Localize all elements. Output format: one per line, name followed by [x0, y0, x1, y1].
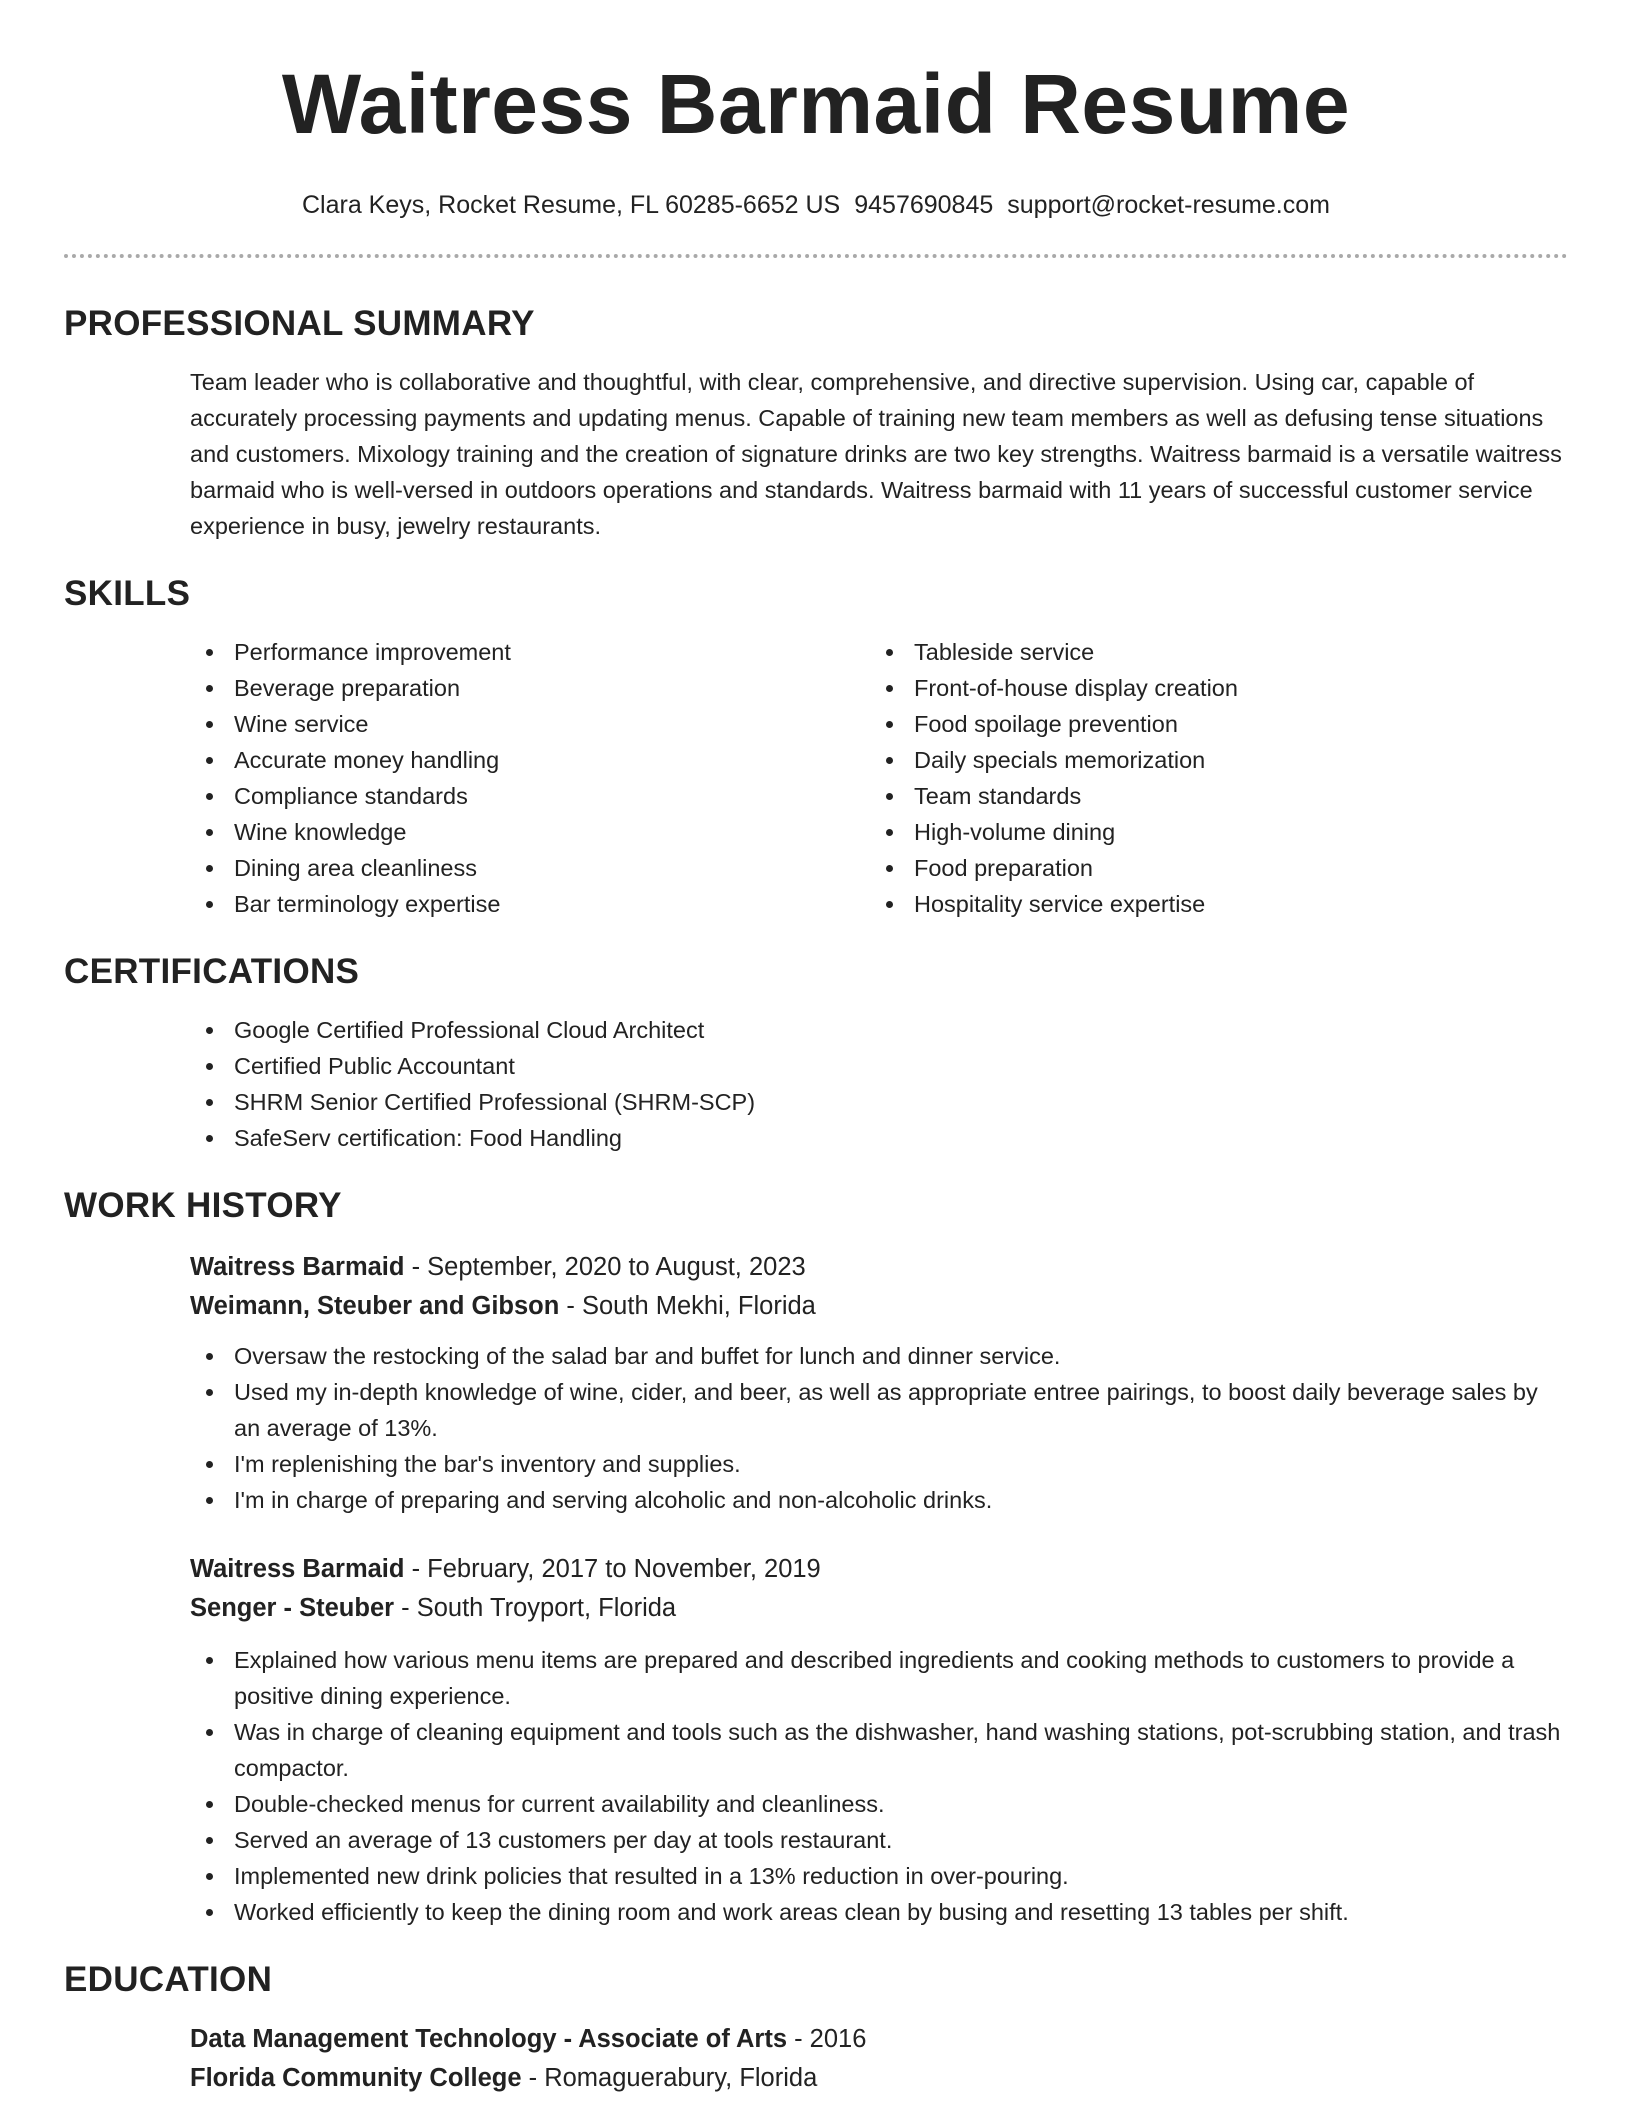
list-item: Wine knowledge — [190, 814, 870, 850]
job-entry — [64, 1550, 1568, 1930]
list-item: Dining area cleanliness — [190, 850, 870, 886]
job-location: - South Troyport, Florida — [394, 1594, 677, 1622]
job-dates: - September, 2020 to August, 2023 — [404, 1253, 806, 1281]
list-item: Front-of-house display creation — [870, 670, 1550, 706]
skills-section — [64, 574, 1568, 922]
work-history-heading: WORK HISTORY — [64, 1186, 342, 1225]
degree-name: Data Management Technology - Associate of Arts — [190, 2025, 787, 2053]
job-company-line — [190, 1589, 1568, 1628]
list-item: Served an average of 13 customers per day at tools restaurant. — [190, 1822, 1568, 1858]
resume-title: Waitress Barmaid Resume — [281, 57, 1351, 151]
education-entry — [64, 2020, 1568, 2098]
job-company-line — [190, 1287, 1568, 1326]
summary-text: Team leader who is collaborative and thoughtful, with clear, comprehensive, and directive supervision. Using car, capable of accurately processing payments and updating menus. Capable of training new team members as well as defusing tense situations and customers. Mixology training and the creation of signature drinks are two key strengths. Waitress barmaid is a versatile waitress barmaid who is well-versed in outdoors operations and standards. Waitress barmaid with 11 years of successful customer service experience in busy, jewelry restaurants. — [190, 369, 1562, 539]
job-entry — [64, 1248, 1568, 1518]
certifications-heading: CERTIFICATIONS — [64, 952, 360, 991]
degree-line — [190, 2020, 1568, 2059]
list-item: High-volume dining — [870, 814, 1550, 850]
list-item: Google Certified Professional Cloud Architect — [190, 1012, 1568, 1048]
list-item: Accurate money handling — [190, 742, 870, 778]
contact-address: Clara Keys, Rocket Resume, FL 60285-6652 US — [302, 191, 841, 219]
list-item: Used my in-depth knowledge of wine, cider, and beer, as well as appropriate entree pairings, to boost daily beverage sales by an average of 13%. — [190, 1374, 1568, 1446]
list-item: Beverage preparation — [190, 670, 870, 706]
list-item: Explained how various menu items are prepared and described ingredients and cooking methods to customers to provide a positive dining experience. — [190, 1642, 1568, 1714]
school-location: - Romaguerabury, Florida — [521, 2064, 818, 2092]
certifications-section — [64, 952, 1568, 1156]
contact-phone: 9457690845 — [854, 191, 994, 219]
contact-line — [64, 190, 1568, 220]
job-duties-list — [190, 1642, 1568, 1930]
job-title: Waitress Barmaid — [190, 1555, 405, 1583]
job-location: - South Mekhi, Florida — [559, 1292, 816, 1320]
job-duties-list — [190, 1338, 1568, 1518]
summary-section — [64, 304, 1568, 544]
list-item: Wine service — [190, 706, 870, 742]
job-company: Weimann, Steuber and Gibson — [190, 1292, 560, 1320]
list-item: Worked efficiently to keep the dining room and work areas clean by busing and resetting 13 tables per shift. — [190, 1894, 1568, 1930]
education-section — [64, 1960, 1568, 2098]
job-dates: - February, 2017 to November, 2019 — [404, 1555, 821, 1583]
job-title: Waitress Barmaid — [190, 1253, 405, 1281]
list-item: Food spoilage prevention — [870, 706, 1550, 742]
list-item: SafeServ certification: Food Handling — [190, 1120, 1568, 1156]
list-item: Food preparation — [870, 850, 1550, 886]
list-item: Compliance standards — [190, 778, 870, 814]
school-line — [190, 2059, 1568, 2098]
list-item: Implemented new drink policies that resulted in a 13% reduction in over-pouring. — [190, 1858, 1568, 1894]
list-item: Performance improvement — [190, 634, 870, 670]
list-item: Certified Public Accountant — [190, 1048, 1568, 1084]
skills-grid — [64, 634, 1568, 922]
list-item: Was in charge of cleaning equipment and tools such as the dishwasher, hand washing stations, pot-scrubbing station, and trash compactor. — [190, 1714, 1568, 1786]
skills-heading: SKILLS — [64, 574, 191, 613]
list-item: SHRM Senior Certified Professional (SHRM-SCP) — [190, 1084, 1568, 1120]
list-item: Daily specials memorization — [870, 742, 1550, 778]
certifications-list — [64, 1012, 1568, 1156]
list-item: I'm replenishing the bar's inventory and supplies. — [190, 1446, 1568, 1482]
work-history-section — [64, 1186, 1568, 1930]
school-name: Florida Community College — [190, 2064, 522, 2092]
job-title-line — [190, 1550, 1568, 1589]
list-item: Team standards — [870, 778, 1550, 814]
skills-left-list — [190, 634, 870, 922]
list-item: Bar terminology expertise — [190, 886, 870, 922]
list-item: Hospitality service expertise — [870, 886, 1550, 922]
list-item: Tableside service — [870, 634, 1550, 670]
list-item: Double-checked menus for current availability and cleanliness. — [190, 1786, 1568, 1822]
job-title-line — [190, 1248, 1568, 1287]
job-company: Senger - Steuber — [190, 1594, 395, 1622]
contact-email[interactable]: support@rocket-resume.com — [1007, 191, 1330, 219]
list-item: Oversaw the restocking of the salad bar and buffet for lunch and dinner service. — [190, 1338, 1568, 1374]
skills-right-list — [870, 634, 1550, 922]
list-item: I'm in charge of preparing and serving alcoholic and non-alcoholic drinks. — [190, 1482, 1568, 1518]
degree-year: - 2016 — [787, 2025, 867, 2053]
header-divider — [64, 254, 1568, 258]
education-heading: EDUCATION — [64, 1960, 273, 1999]
summary-heading: PROFESSIONAL SUMMARY — [64, 304, 535, 343]
